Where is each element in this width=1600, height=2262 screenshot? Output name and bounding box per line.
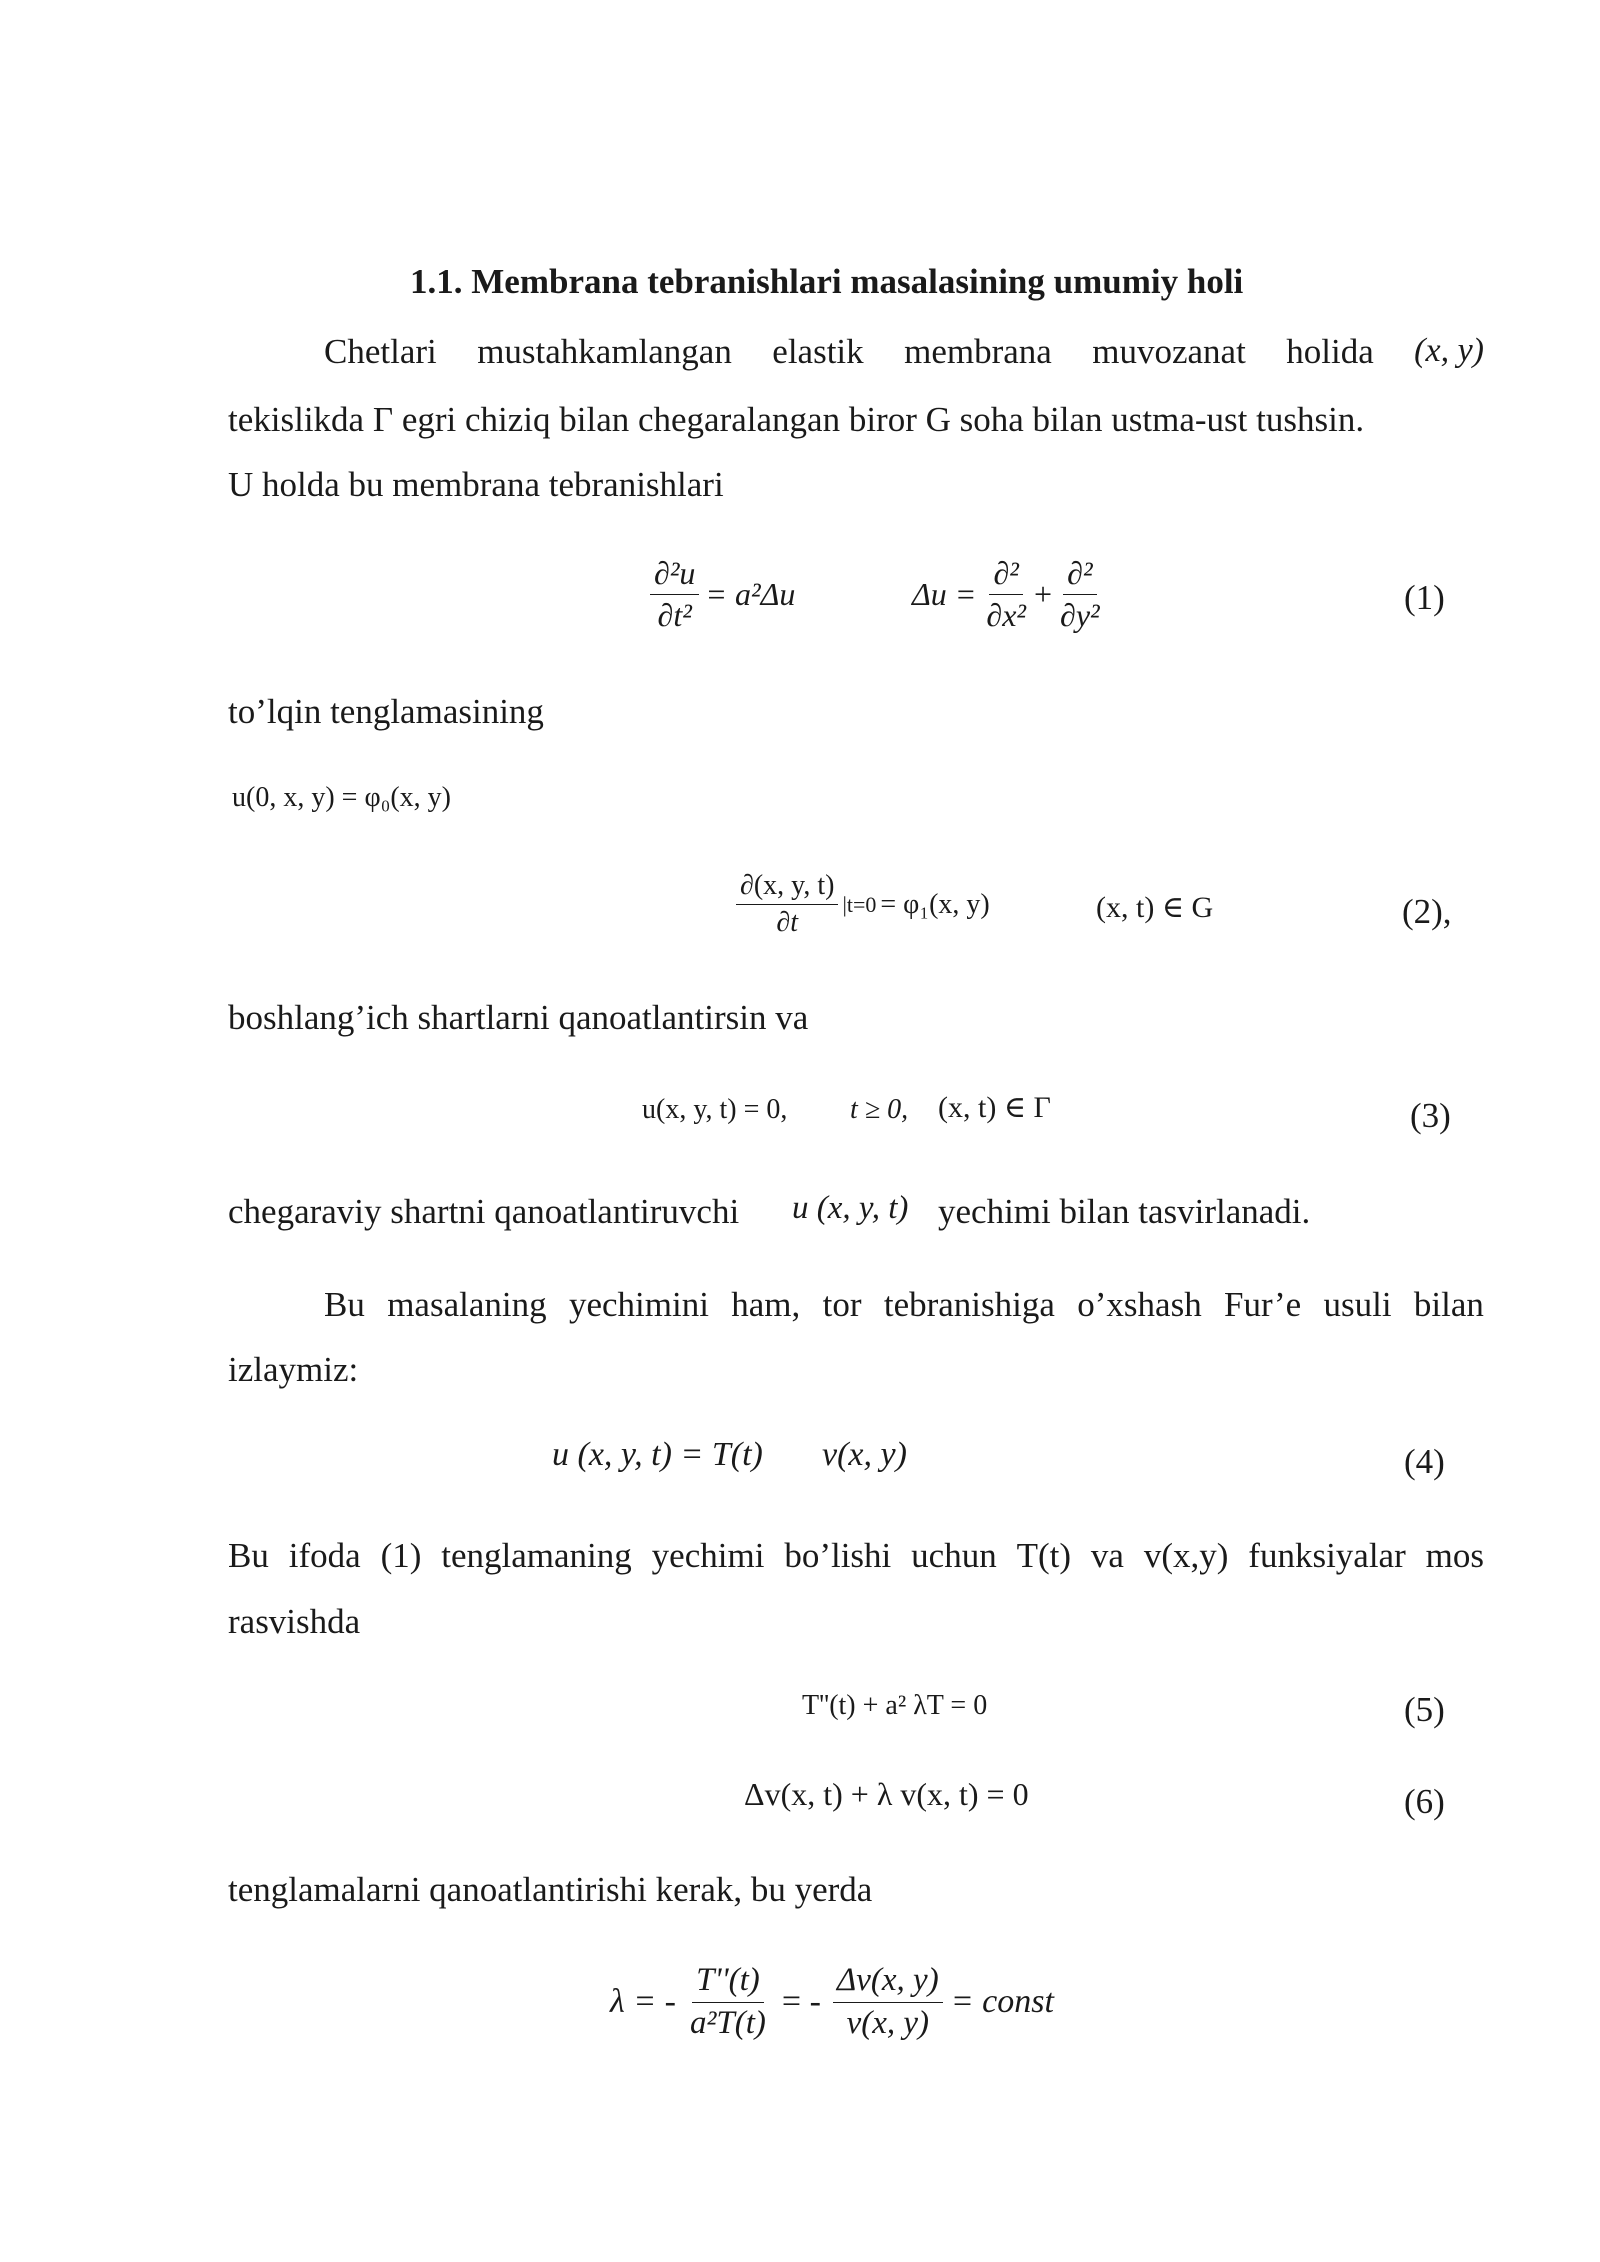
word: ham, xyxy=(731,1285,801,1324)
paragraph-1-line-1 xyxy=(324,332,1484,372)
eq7-f1-numerator: T''(t) xyxy=(692,1962,764,2003)
eq1-lhs-denominator: ∂t² xyxy=(657,596,692,633)
word: tor xyxy=(822,1285,862,1324)
paragraph-1-line-3: U holda bu membrana tebranishlari xyxy=(228,465,724,504)
eq2-condition: |t=0 xyxy=(842,891,877,917)
section-title: 1.1. Membrana tebranishlari masalasining umumiy holi xyxy=(410,262,1244,301)
word: yechimini xyxy=(568,1285,709,1324)
word: Chetlari xyxy=(324,332,437,371)
boundary-line-math: u (x, y, t) xyxy=(792,1190,909,1226)
eq4-lhs: u (x, y, t) = T(t) xyxy=(552,1436,763,1473)
word: Bu xyxy=(324,1285,365,1324)
eq2-numerator: ∂(x, y, t) xyxy=(736,870,838,905)
word: muvozanat xyxy=(1092,332,1246,371)
word: bo’lishi xyxy=(784,1536,892,1575)
word: masalaning xyxy=(387,1285,547,1324)
word: Fur’e xyxy=(1224,1285,1302,1324)
eq3-part-1: u(x, y, t) = 0, xyxy=(642,1094,788,1125)
word: va xyxy=(1090,1536,1124,1575)
equation-1-laplacian xyxy=(912,555,1104,634)
text-after-eq2: boshlang’ich shartlarni qanoatlantirsin va xyxy=(228,998,809,1037)
word: o’xshash xyxy=(1077,1285,1202,1324)
paragraph-2-line-1 xyxy=(324,1285,1484,1325)
eq7-rhs: = const xyxy=(950,1983,1054,2021)
eq2-denominator: ∂t xyxy=(776,907,799,939)
word: yechimi xyxy=(651,1536,765,1575)
eq1-delta-lhs: Δu = xyxy=(912,575,977,612)
equation-5-number: (5) xyxy=(1404,1690,1445,1729)
word: bilan xyxy=(1413,1285,1484,1324)
boundary-line-after: yechimi bilan tasvirlanadi. xyxy=(938,1192,1311,1231)
eq7-mid: = - xyxy=(781,1983,821,2021)
text-after-eq1: to’lqin tenglamasining xyxy=(228,692,544,731)
eq4-rhs: v(x, y) xyxy=(822,1436,907,1473)
paragraph-3-line-1 xyxy=(228,1536,1484,1576)
word: tenglamaning xyxy=(441,1536,632,1575)
eq7-f1-denominator: a²T(t) xyxy=(690,2004,766,2041)
paragraph-2-line-2: izlaymiz: xyxy=(228,1350,359,1389)
equation-6-number: (6) xyxy=(1404,1782,1445,1821)
word: Bu xyxy=(228,1536,269,1575)
eq6-text: Δv(x, t) + λ v(x, t) = 0 xyxy=(744,1776,1029,1812)
initial-condition-1: u(0, x, y) = φ₀(x, y) xyxy=(232,782,452,813)
paragraph-3-line-2: rasvishda xyxy=(228,1602,361,1641)
text-after-eq6: tenglamalarni qanoatlantirishi kerak, bu yerda xyxy=(228,1870,873,1909)
boundary-line-before: chegaraviy shartni qanoatlantiruvchi xyxy=(228,1192,740,1231)
equation-1-wave xyxy=(650,555,795,634)
equation-7-lambda xyxy=(610,1962,1054,2043)
word: (1) xyxy=(380,1536,422,1575)
word: membrana xyxy=(904,332,1052,371)
word: usuli xyxy=(1323,1285,1392,1324)
word: funksiyalar xyxy=(1248,1536,1406,1575)
eq7-f2-denominator: v(x, y) xyxy=(846,2004,930,2041)
eq1-d2-numerator: ∂² xyxy=(1063,555,1096,595)
eq5-text: T''(t) + a² λT = 0 xyxy=(802,1690,988,1721)
word: tebranishiga xyxy=(883,1285,1055,1324)
eq1-plus: + xyxy=(1033,575,1053,612)
word: T(t) xyxy=(1016,1536,1072,1575)
eq1-d1-denominator: ∂x² xyxy=(986,596,1026,633)
eq7-f2-numerator: Δv(x, y) xyxy=(833,1962,943,2003)
equation-4-number: (4) xyxy=(1404,1442,1445,1481)
inline-math-xy: (x, y) xyxy=(1414,332,1484,369)
word: uchun xyxy=(911,1536,997,1575)
paragraph-1-line-2: tekislikda Γ egri chiziq bilan chegaralangan biror G soha bilan ustma-ust tushsin. xyxy=(228,400,1365,439)
eq3-part-2: t ≥ 0, xyxy=(850,1094,909,1125)
eq7-lhs: λ = - xyxy=(610,1983,676,2021)
word: mustahkamlangan xyxy=(477,332,732,371)
equation-2 xyxy=(736,870,990,939)
word: mos xyxy=(1425,1536,1484,1575)
equation-1-number: (1) xyxy=(1404,578,1445,617)
eq1-d2-denominator: ∂y² xyxy=(1060,596,1100,633)
eq2-domain: (x, t) ∈ G xyxy=(1096,891,1214,924)
equation-2-number: (2), xyxy=(1402,892,1452,931)
eq1-d1-numerator: ∂² xyxy=(989,555,1022,595)
equation-3-number: (3) xyxy=(1410,1096,1451,1135)
word: elastik xyxy=(772,332,864,371)
eq1-lhs-rhs: = a²Δu xyxy=(705,575,796,612)
word: v(x,y) xyxy=(1143,1536,1229,1575)
eq2-rhs: = φ₁(x, y) xyxy=(880,888,990,920)
eq1-lhs-numerator: ∂²u xyxy=(650,555,699,595)
word: holida xyxy=(1286,332,1374,371)
word: ifoda xyxy=(288,1536,361,1575)
eq3-part-3: (x, t) ∈ Γ xyxy=(938,1091,1051,1124)
